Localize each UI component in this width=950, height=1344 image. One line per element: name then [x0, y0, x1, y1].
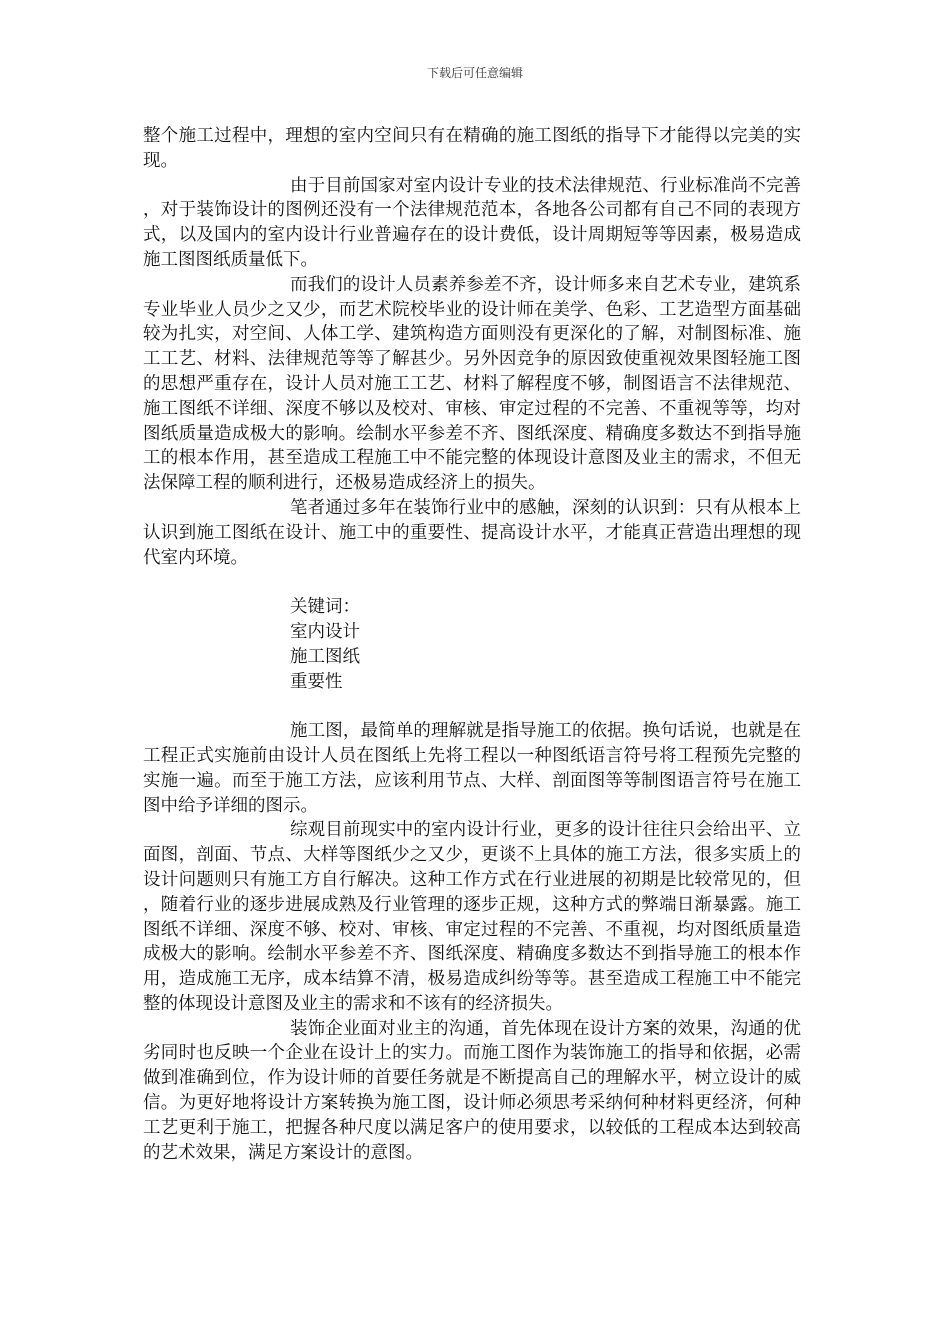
spacer	[143, 570, 801, 595]
paragraph-4: 笔者通过多年在装饰行业中的感触，深刻的认识到：只有从根本上认识到施工图纸在设计、施工中的重要性、提高设计水平，才能真正营造出理想的现代室内环境。	[143, 497, 801, 568]
paragraph-6: 综观目前现实中的室内设计行业，更多的设计往往只会给出平、立面图，剖面、节点、大样等图纸少之又少，更谈不上具体的施工方法，很多实质上的设计问题则只有施工方自行解决。这种工作方式在行业进展的初期是比较常见的，但，随着行业的逐步进展成熟及行业管理的逐步正规，这种方式的弊端日渐暴露。施工图纸不详细、深度不够、校对、审核、审定过程的不完善、不重视，均对图纸质量造成极大的影响。绘制水平参差不齐、图纸深度、精确度多数达不到指导施工的根本作用，造成施工无序，成本结算不清，极易造成纠纷等等。甚至造成工程施工中不能完整的体现设计意图及业主的需求和不该有的经济损失。	[143, 820, 801, 1014]
keyword-item: 施工图纸	[290, 646, 360, 667]
paragraph-1: 整个施工过程中，理想的室内空间只有在精确的施工图纸的指导下才能得以完美的实现。	[143, 126, 801, 171]
keyword-item: 室内设计	[290, 621, 360, 642]
paragraph-7: 装饰企业面对业主的沟通，首先体现在设计方案的效果，沟通的优劣同时也反映一个企业在设计上的实力。而施工图作为装饰施工的指导和依据，必需做到准确到位，作为设计师的首要任务就是不断提高自己的理解水平，树立设计的威信。为更好地将设计方案转换为施工图，设计师必须思考采纳何种材料更经济，何种工艺更利于施工，把握各种尺度以满足客户的使用要求，以较低的工程成本达到较高的艺术效果，满足方案设计的意图。	[143, 1018, 801, 1163]
keyword-item: 重要性	[290, 671, 343, 692]
page-header: 下载后可任意编辑	[426, 66, 523, 80]
spacer	[143, 694, 801, 719]
paragraph-3: 而我们的设计人员素养参差不齐，设计师多来自艺术专业，建筑系专业毕业人员少之又少，而艺术院校毕业的设计师在美学、色彩、工艺造型方面基础较为扎实，对空间、人体工学、建筑构造方面则没有更深化的了解，对制图标准、施工工艺、材料、法律规范等等了解甚少。另外因竞争的原因致使重视效果图轻施工图的思想严重存在，设计人员对施工工艺、材料了解程度不够，制图语言不法律规范、施工图纸不详细、深度不够以及校对、审核、审定过程的不完善、不重视等等，均对图纸质量造成极大的影响。绘制水平参差不齐、图纸深度、精确度多数达不到指导施工的根本作用，甚至造成工程施工中不能完整的体现设计意图及业主的需求，不但无法保障工程的顺利进行，还极易造成经济上的损失。	[143, 274, 801, 494]
keywords-section	[143, 595, 801, 694]
paragraph-2: 由于目前国家对室内设计专业的技术法律规范、行业标准尚不完善，对于装饰设计的图例还没有一个法律规范范本，各地各公司都有自己不同的表现方式，以及国内的室内设计行业普遍存在的设计费低，设计周期短等等因素，极易造成施工图图纸质量低下。	[143, 175, 801, 270]
keywords-label: 关键词：	[290, 597, 360, 618]
document-body	[143, 124, 801, 1165]
paragraph-5: 施工图，最简单的理解就是指导施工的依据。换句话说，也就是在工程正式实施前由设计人员在图纸上先将工程以一种图纸语言符号将工程预先完整的实施一遍。而至于施工方法，应该利用节点、大样、剖面图等等制图语言符号在施工图中给予详细的图示。	[143, 721, 801, 816]
